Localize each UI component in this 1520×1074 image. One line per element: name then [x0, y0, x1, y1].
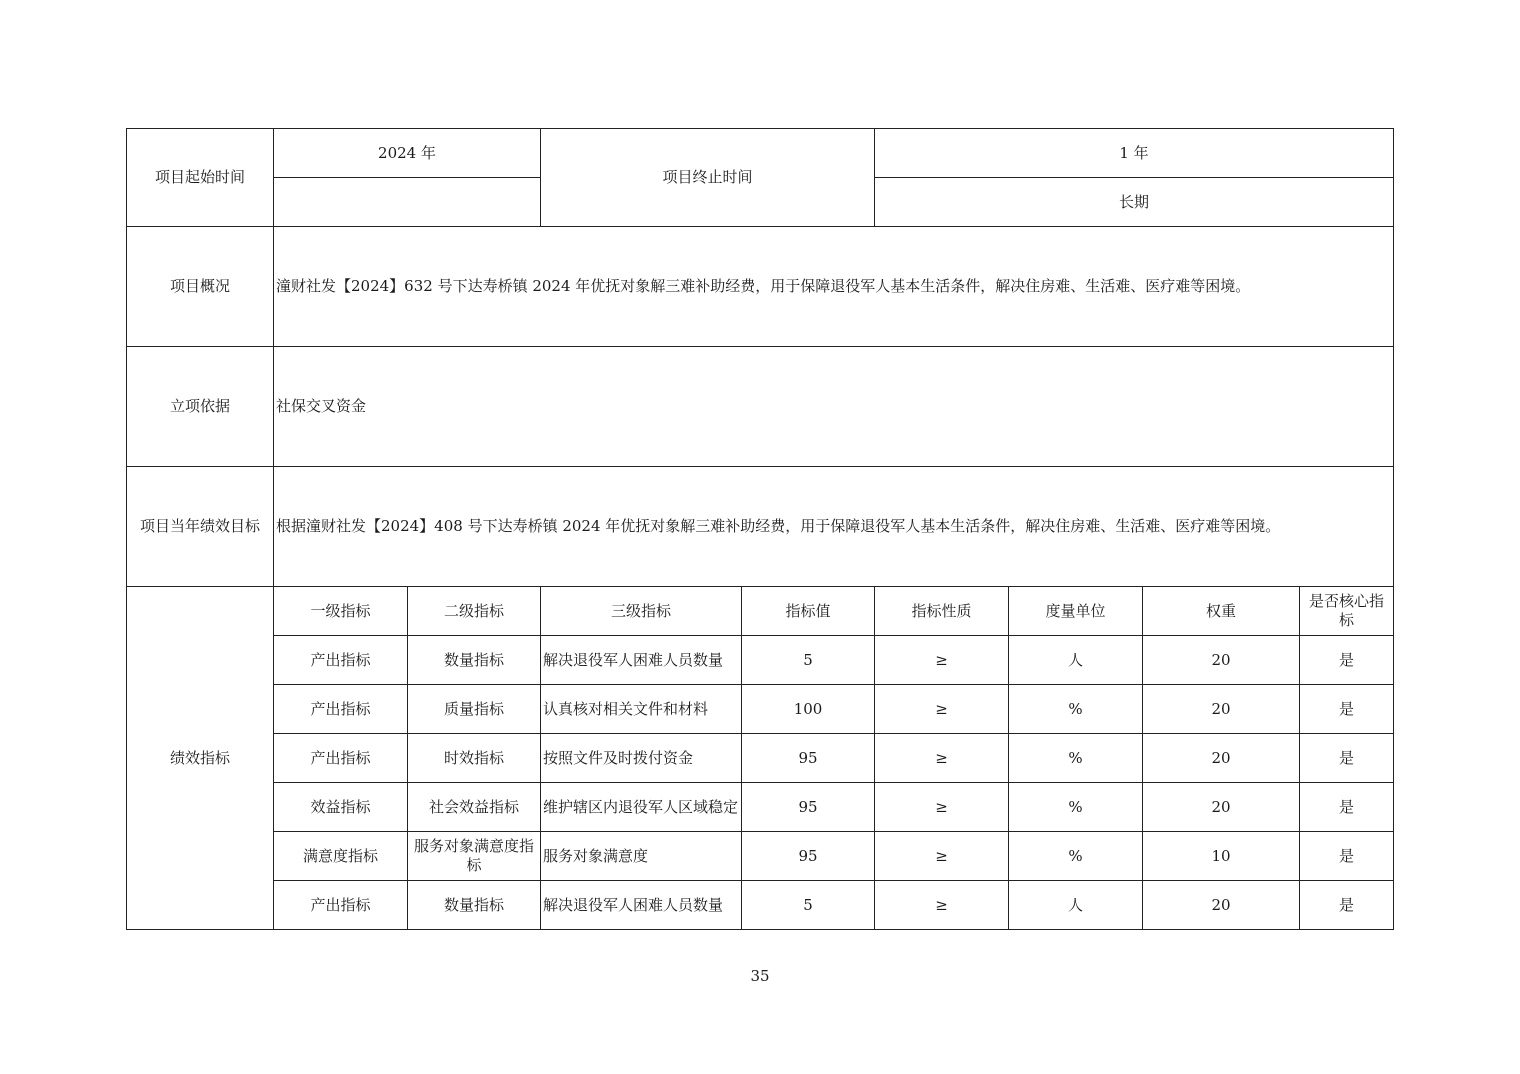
cell-level2: 数量指标	[408, 636, 541, 685]
overview-row	[127, 227, 1394, 347]
header-level1: 一级指标	[274, 587, 408, 636]
cell-unit: %	[1009, 734, 1143, 783]
header-weight: 权重	[1143, 587, 1300, 636]
performance-table	[126, 128, 1394, 930]
cell-nature: ≥	[875, 636, 1009, 685]
cell-weight: 20	[1143, 881, 1300, 930]
cell-unit: %	[1009, 832, 1143, 881]
cell-level2: 数量指标	[408, 881, 541, 930]
header-core: 是否核心指标	[1300, 587, 1394, 636]
header-value: 指标值	[742, 587, 875, 636]
header-level3: 三级指标	[541, 587, 742, 636]
cell-weight: 20	[1143, 685, 1300, 734]
cell-nature: ≥	[875, 685, 1009, 734]
cell-level1: 产出指标	[274, 636, 408, 685]
cell-core: 是	[1300, 685, 1394, 734]
end-time-value-2: 长期	[875, 178, 1394, 227]
goal-label: 项目当年绩效目标	[127, 467, 274, 587]
cell-level1: 产出指标	[274, 881, 408, 930]
cell-nature: ≥	[875, 832, 1009, 881]
cell-value: 95	[742, 734, 875, 783]
goal-row	[127, 467, 1394, 587]
cell-value: 5	[742, 636, 875, 685]
cell-weight: 20	[1143, 734, 1300, 783]
cell-level3: 解决退役军人困难人员数量	[541, 881, 742, 930]
cell-level3: 认真核对相关文件和材料	[541, 685, 742, 734]
header-unit: 度量单位	[1009, 587, 1143, 636]
cell-nature: ≥	[875, 734, 1009, 783]
cell-core: 是	[1300, 734, 1394, 783]
cell-level3: 按照文件及时拨付资金	[541, 734, 742, 783]
indicators-label: 绩效指标	[127, 587, 274, 930]
cell-level1: 效益指标	[274, 783, 408, 832]
cell-level2: 社会效益指标	[408, 783, 541, 832]
table-row	[127, 685, 1394, 734]
overview-text: 潼财社发【2024】632 号下达寿桥镇 2024 年优抚对象解三难补助经费，用于保障退役军人基本生活条件，解决住房难、生活难、医疗难等困境。	[274, 227, 1394, 347]
start-time-value-2	[274, 178, 541, 227]
indicator-header-row	[127, 587, 1394, 636]
cell-level2: 时效指标	[408, 734, 541, 783]
cell-unit: %	[1009, 685, 1143, 734]
cell-value: 5	[742, 881, 875, 930]
cell-level3: 服务对象满意度	[541, 832, 742, 881]
cell-level1: 满意度指标	[274, 832, 408, 881]
cell-unit: 人	[1009, 881, 1143, 930]
cell-value: 100	[742, 685, 875, 734]
header-nature: 指标性质	[875, 587, 1009, 636]
cell-unit: %	[1009, 783, 1143, 832]
basis-label: 立项依据	[127, 347, 274, 467]
cell-core: 是	[1300, 881, 1394, 930]
start-time-label: 项目起始时间	[127, 129, 274, 227]
table-row	[127, 636, 1394, 685]
cell-weight: 20	[1143, 783, 1300, 832]
cell-level3: 解决退役军人困难人员数量	[541, 636, 742, 685]
page-number: 35	[750, 967, 770, 985]
table-row	[127, 832, 1394, 881]
table-row	[127, 881, 1394, 930]
cell-value: 95	[742, 832, 875, 881]
cell-nature: ≥	[875, 783, 1009, 832]
project-time-row-1	[127, 129, 1394, 178]
end-time-value: 1 年	[875, 129, 1394, 178]
basis-text: 社保交叉资金	[274, 347, 1394, 467]
start-time-value: 2024 年	[274, 129, 541, 178]
header-level2: 二级指标	[408, 587, 541, 636]
cell-level3: 维护辖区内退役军人区域稳定	[541, 783, 742, 832]
cell-weight: 20	[1143, 636, 1300, 685]
cell-value: 95	[742, 783, 875, 832]
cell-weight: 10	[1143, 832, 1300, 881]
cell-core: 是	[1300, 832, 1394, 881]
cell-level2: 质量指标	[408, 685, 541, 734]
cell-level1: 产出指标	[274, 685, 408, 734]
cell-level1: 产出指标	[274, 734, 408, 783]
end-time-label: 项目终止时间	[541, 129, 875, 227]
cell-unit: 人	[1009, 636, 1143, 685]
goal-text: 根据潼财社发【2024】408 号下达寿桥镇 2024 年优抚对象解三难补助经费，用于保障退役军人基本生活条件，解决住房难、生活难、医疗难等困境。	[274, 467, 1394, 587]
table-row	[127, 783, 1394, 832]
cell-nature: ≥	[875, 881, 1009, 930]
cell-core: 是	[1300, 636, 1394, 685]
cell-core: 是	[1300, 783, 1394, 832]
basis-row	[127, 347, 1394, 467]
table-row	[127, 734, 1394, 783]
cell-level2: 服务对象满意度指标	[408, 832, 541, 881]
overview-label: 项目概况	[127, 227, 274, 347]
